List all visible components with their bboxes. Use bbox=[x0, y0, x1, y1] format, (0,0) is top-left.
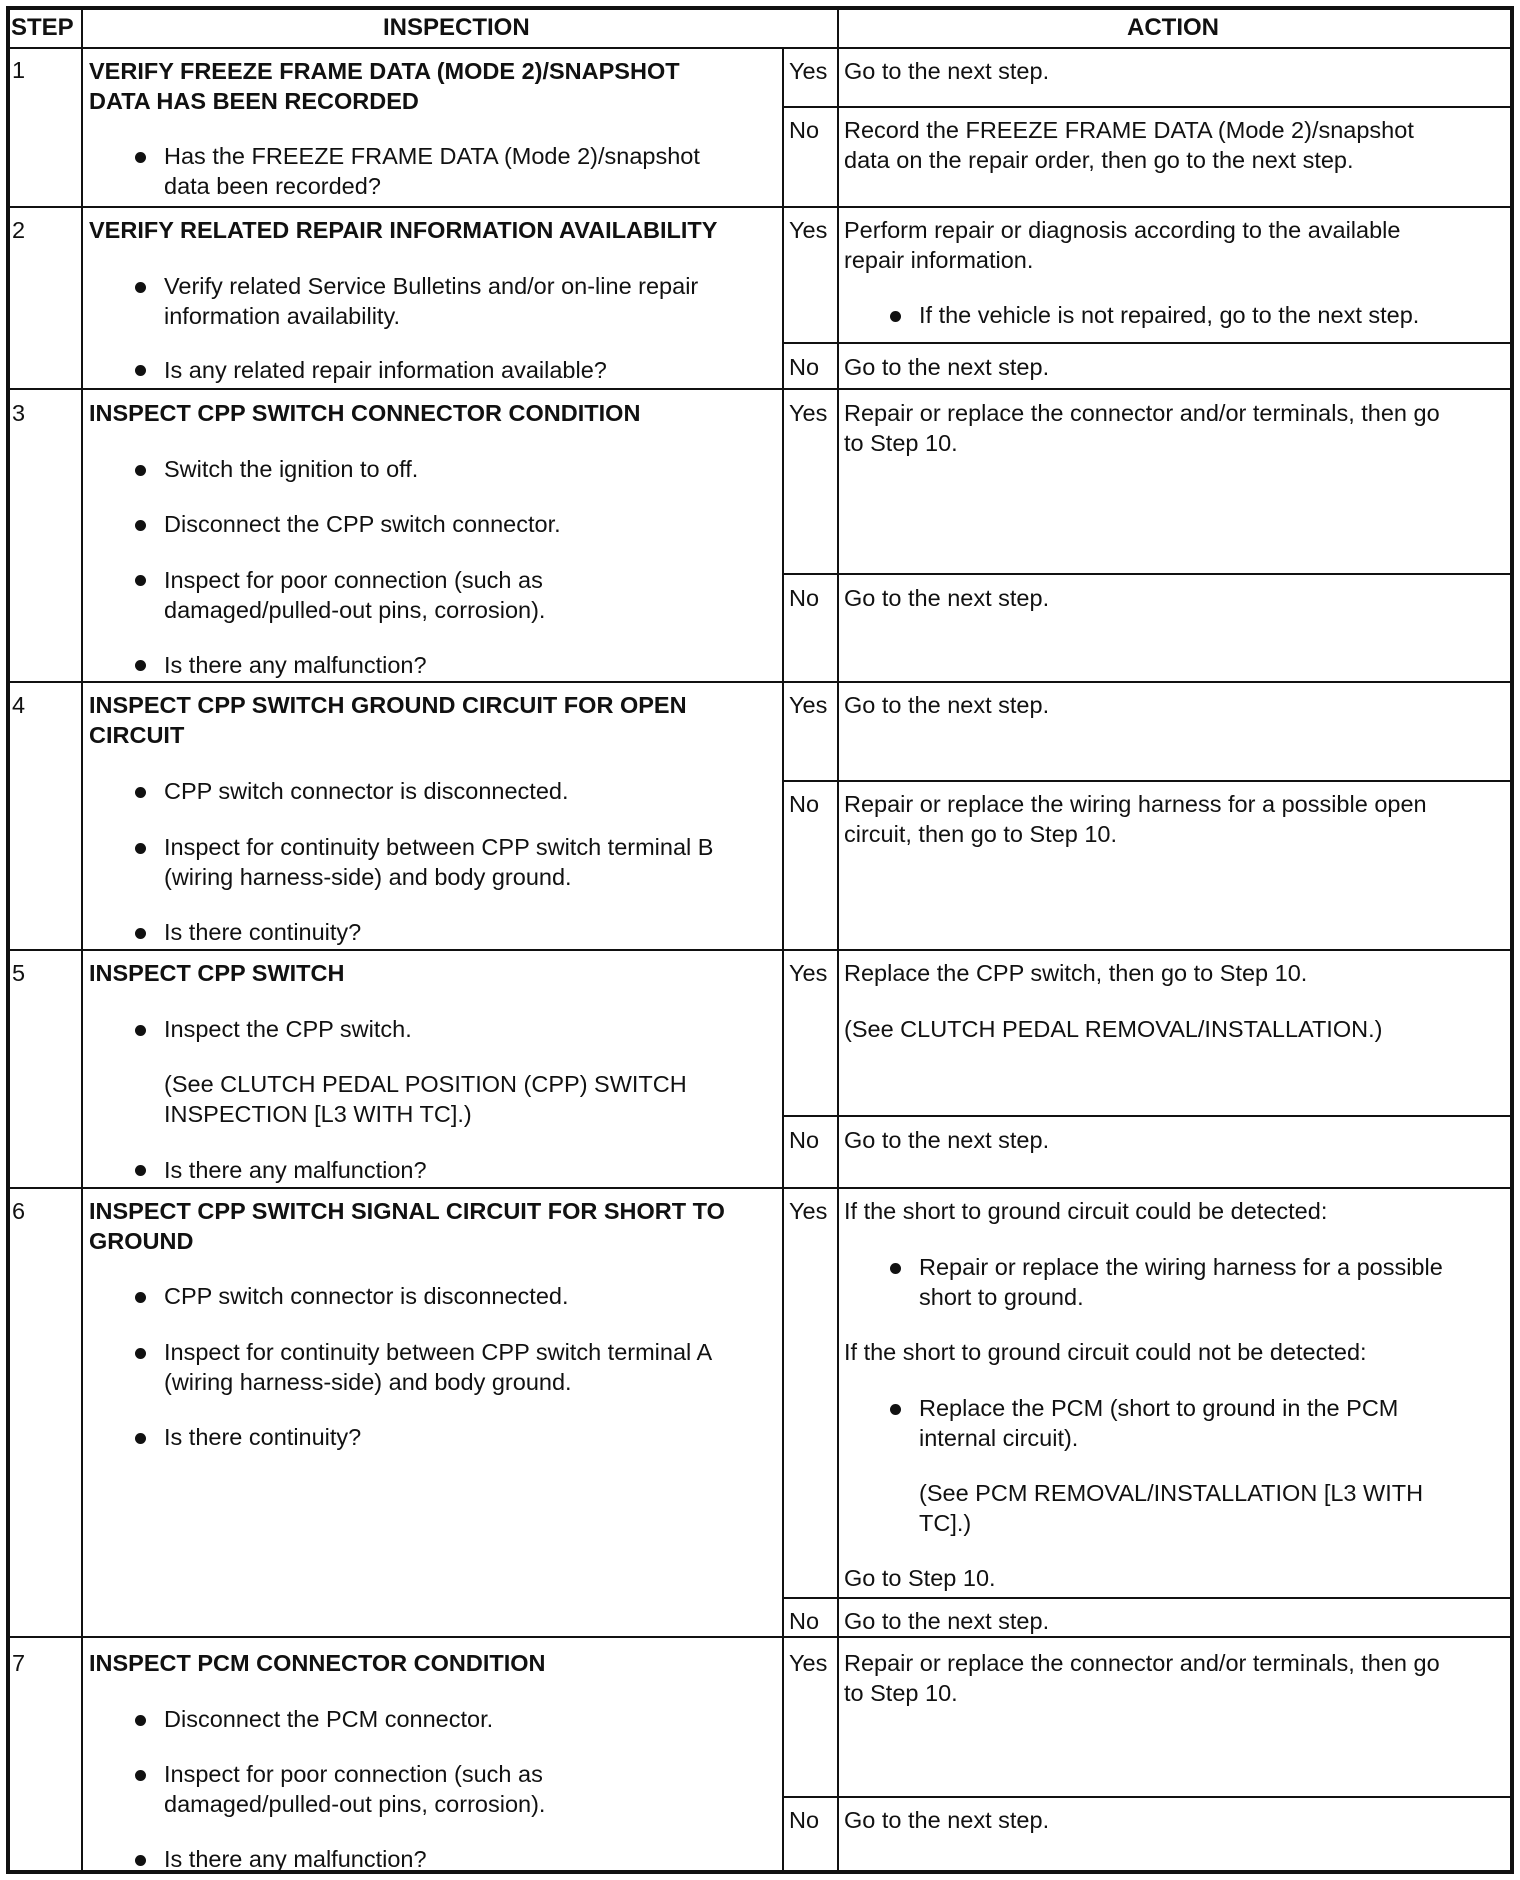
no-label: No bbox=[789, 1608, 820, 1634]
inspection-bullet-text: Verify related Service Bulletins and/or on-line repair bbox=[164, 273, 699, 299]
no-action-text: Go to the next step. bbox=[844, 1807, 1050, 1833]
step-title-line: INSPECT CPP SWITCH GROUND CIRCUIT FOR OPEN bbox=[89, 692, 687, 718]
step-title-line: VERIFY RELATED REPAIR INFORMATION AVAILABILITY bbox=[89, 217, 718, 243]
bullet-icon bbox=[135, 843, 146, 854]
no-label: No bbox=[789, 1807, 820, 1833]
inspection-bullet-text: (wiring harness-side) and body ground. bbox=[164, 1369, 572, 1395]
yes-action-reference: (See PCM REMOVAL/INSTALLATION [L3 WITH bbox=[919, 1480, 1424, 1506]
yes-action-bullet: short to ground. bbox=[919, 1284, 1084, 1310]
no-label: No bbox=[789, 117, 820, 143]
inspection-reference: INSPECTION [L3 WITH TC].) bbox=[164, 1101, 472, 1127]
bullet-icon bbox=[890, 311, 901, 322]
inspection-bullet-text: Is there continuity? bbox=[164, 1424, 362, 1450]
inspection-bullet-text: (wiring harness-side) and body ground. bbox=[164, 864, 572, 890]
bullet-icon bbox=[135, 787, 146, 798]
no-action-text: Record the FREEZE FRAME DATA (Mode 2)/snapshot bbox=[844, 117, 1414, 143]
bullet-icon bbox=[135, 1165, 146, 1176]
no-action-text: data on the repair order, then go to the next step. bbox=[844, 147, 1354, 173]
inspection-bullet-text: data been recorded? bbox=[164, 173, 381, 199]
inspection-bullet-text: Switch the ignition to off. bbox=[164, 456, 419, 482]
inspection-bullet-text: damaged/pulled-out pins, corrosion). bbox=[164, 597, 546, 623]
no-action-text: Repair or replace the wiring harness for a possible open bbox=[844, 791, 1427, 817]
no-label: No bbox=[789, 354, 820, 380]
yes-label: Yes bbox=[789, 960, 828, 986]
bullet-icon bbox=[135, 660, 146, 671]
yes-action-bullet: If the vehicle is not repaired, go to the next step. bbox=[919, 302, 1420, 328]
bullet-icon bbox=[135, 1292, 146, 1303]
yes-action-text: Go to the next step. bbox=[844, 692, 1050, 718]
inspection-bullet-text: Has the FREEZE FRAME DATA (Mode 2)/snapshot bbox=[164, 143, 700, 169]
inspection-bullet-text: Is there any malfunction? bbox=[164, 1157, 427, 1183]
yes-action-reference: TC].) bbox=[919, 1510, 972, 1536]
yes-action-text: Repair or replace the connector and/or terminals, then go bbox=[844, 1650, 1440, 1676]
step-title-line: VERIFY FREEZE FRAME DATA (MODE 2)/SNAPSHOT bbox=[89, 58, 680, 84]
header-step: STEP bbox=[11, 14, 74, 41]
header-inspection: INSPECTION bbox=[383, 14, 530, 41]
step-title-line: DATA HAS BEEN RECORDED bbox=[89, 88, 419, 114]
bullet-icon bbox=[135, 1025, 146, 1036]
no-action-text: Go to the next step. bbox=[844, 1127, 1050, 1153]
inspection-bullet-text: Disconnect the PCM connector. bbox=[164, 1706, 494, 1732]
step-number: 3 bbox=[12, 400, 26, 426]
step-number: 1 bbox=[12, 57, 26, 83]
yes-action-text: to Step 10. bbox=[844, 1680, 958, 1706]
yes-label: Yes bbox=[789, 692, 828, 718]
step-title-line: INSPECT CPP SWITCH bbox=[89, 960, 345, 986]
yes-condition-text: If the short to ground circuit could not be detected: bbox=[844, 1339, 1367, 1365]
yes-action-bullet: internal circuit). bbox=[919, 1425, 1079, 1451]
no-action-text: Go to the next step. bbox=[844, 585, 1050, 611]
step-number: 2 bbox=[12, 217, 26, 243]
yes-action-text: Repair or replace the connector and/or terminals, then go bbox=[844, 400, 1440, 426]
yes-action-text: Replace the CPP switch, then go to Step 10. bbox=[844, 960, 1308, 986]
bullet-icon bbox=[135, 575, 146, 586]
step-number: 4 bbox=[12, 692, 26, 718]
yes-action-text: to Step 10. bbox=[844, 430, 958, 456]
inspection-bullet-text: information availability. bbox=[164, 303, 400, 329]
inspection-bullet-text: damaged/pulled-out pins, corrosion). bbox=[164, 1791, 546, 1817]
yes-condition-text: If the short to ground circuit could be detected: bbox=[844, 1198, 1328, 1224]
inspection-bullet-text: Is there any malfunction? bbox=[164, 1846, 427, 1872]
header-action: ACTION bbox=[1127, 14, 1219, 41]
yes-action-text: Go to the next step. bbox=[844, 58, 1050, 84]
inspection-bullet-text: Inspect the CPP switch. bbox=[164, 1016, 412, 1042]
bullet-icon bbox=[135, 152, 146, 163]
yes-label: Yes bbox=[789, 1650, 828, 1676]
inspection-bullet-text: Inspect for poor connection (such as bbox=[164, 1761, 543, 1787]
inspection-reference: (See CLUTCH PEDAL POSITION (CPP) SWITCH bbox=[164, 1071, 687, 1097]
yes-label: Yes bbox=[789, 1198, 828, 1224]
bullet-icon bbox=[890, 1404, 901, 1415]
yes-action-text: repair information. bbox=[844, 247, 1034, 273]
inspection-bullet-text: Is there any malfunction? bbox=[164, 652, 427, 678]
inspection-bullet-text: Inspect for poor connection (such as bbox=[164, 567, 543, 593]
bullet-icon bbox=[135, 928, 146, 939]
yes-label: Yes bbox=[789, 400, 828, 426]
step-title-line: INSPECT CPP SWITCH SIGNAL CIRCUIT FOR SHORT TO bbox=[89, 1198, 725, 1224]
inspection-bullet-text: CPP switch connector is disconnected. bbox=[164, 778, 569, 804]
inspection-bullet-text: Is there continuity? bbox=[164, 919, 362, 945]
step-title-line: CIRCUIT bbox=[89, 722, 185, 748]
yes-action-bullet: Replace the PCM (short to ground in the PCM bbox=[919, 1395, 1399, 1421]
no-action-text: circuit, then go to Step 10. bbox=[844, 821, 1118, 847]
bullet-icon bbox=[135, 1433, 146, 1444]
inspection-bullet-text: Inspect for continuity between CPP switch terminal A bbox=[164, 1339, 713, 1365]
no-label: No bbox=[789, 1127, 820, 1153]
no-action-text: Go to the next step. bbox=[844, 1608, 1050, 1634]
inspection-bullet-text: Is any related repair information available? bbox=[164, 357, 607, 383]
yes-action-bullet: Repair or replace the wiring harness for a possible bbox=[919, 1254, 1443, 1280]
no-label: No bbox=[789, 585, 820, 611]
no-action-text: Go to the next step. bbox=[844, 354, 1050, 380]
yes-label: Yes bbox=[789, 58, 828, 84]
yes-action-text: Perform repair or diagnosis according to the available bbox=[844, 217, 1401, 243]
bullet-icon bbox=[890, 1263, 901, 1274]
yes-label: Yes bbox=[789, 217, 828, 243]
inspection-bullet-text: CPP switch connector is disconnected. bbox=[164, 1283, 569, 1309]
bullet-icon bbox=[135, 465, 146, 476]
inspection-bullet-text: Inspect for continuity between CPP switch terminal B bbox=[164, 834, 714, 860]
bullet-icon bbox=[135, 1855, 146, 1866]
bullet-icon bbox=[135, 1770, 146, 1781]
inspection-bullet-text: Disconnect the CPP switch connector. bbox=[164, 511, 561, 537]
bullet-icon bbox=[135, 365, 146, 376]
bullet-icon bbox=[135, 1348, 146, 1359]
step-title-line: GROUND bbox=[89, 1228, 194, 1254]
bullet-icon bbox=[135, 282, 146, 293]
step-number: 6 bbox=[12, 1198, 26, 1224]
step-number: 5 bbox=[12, 960, 26, 986]
bullet-icon bbox=[135, 1715, 146, 1726]
step-number: 7 bbox=[12, 1650, 26, 1676]
yes-action-reference: (See CLUTCH PEDAL REMOVAL/INSTALLATION.) bbox=[844, 1016, 1383, 1042]
yes-action-text: Go to Step 10. bbox=[844, 1565, 996, 1591]
step-title-line: INSPECT CPP SWITCH CONNECTOR CONDITION bbox=[89, 400, 641, 426]
no-label: No bbox=[789, 791, 820, 817]
step-title-line: INSPECT PCM CONNECTOR CONDITION bbox=[89, 1650, 546, 1676]
bullet-icon bbox=[135, 520, 146, 531]
